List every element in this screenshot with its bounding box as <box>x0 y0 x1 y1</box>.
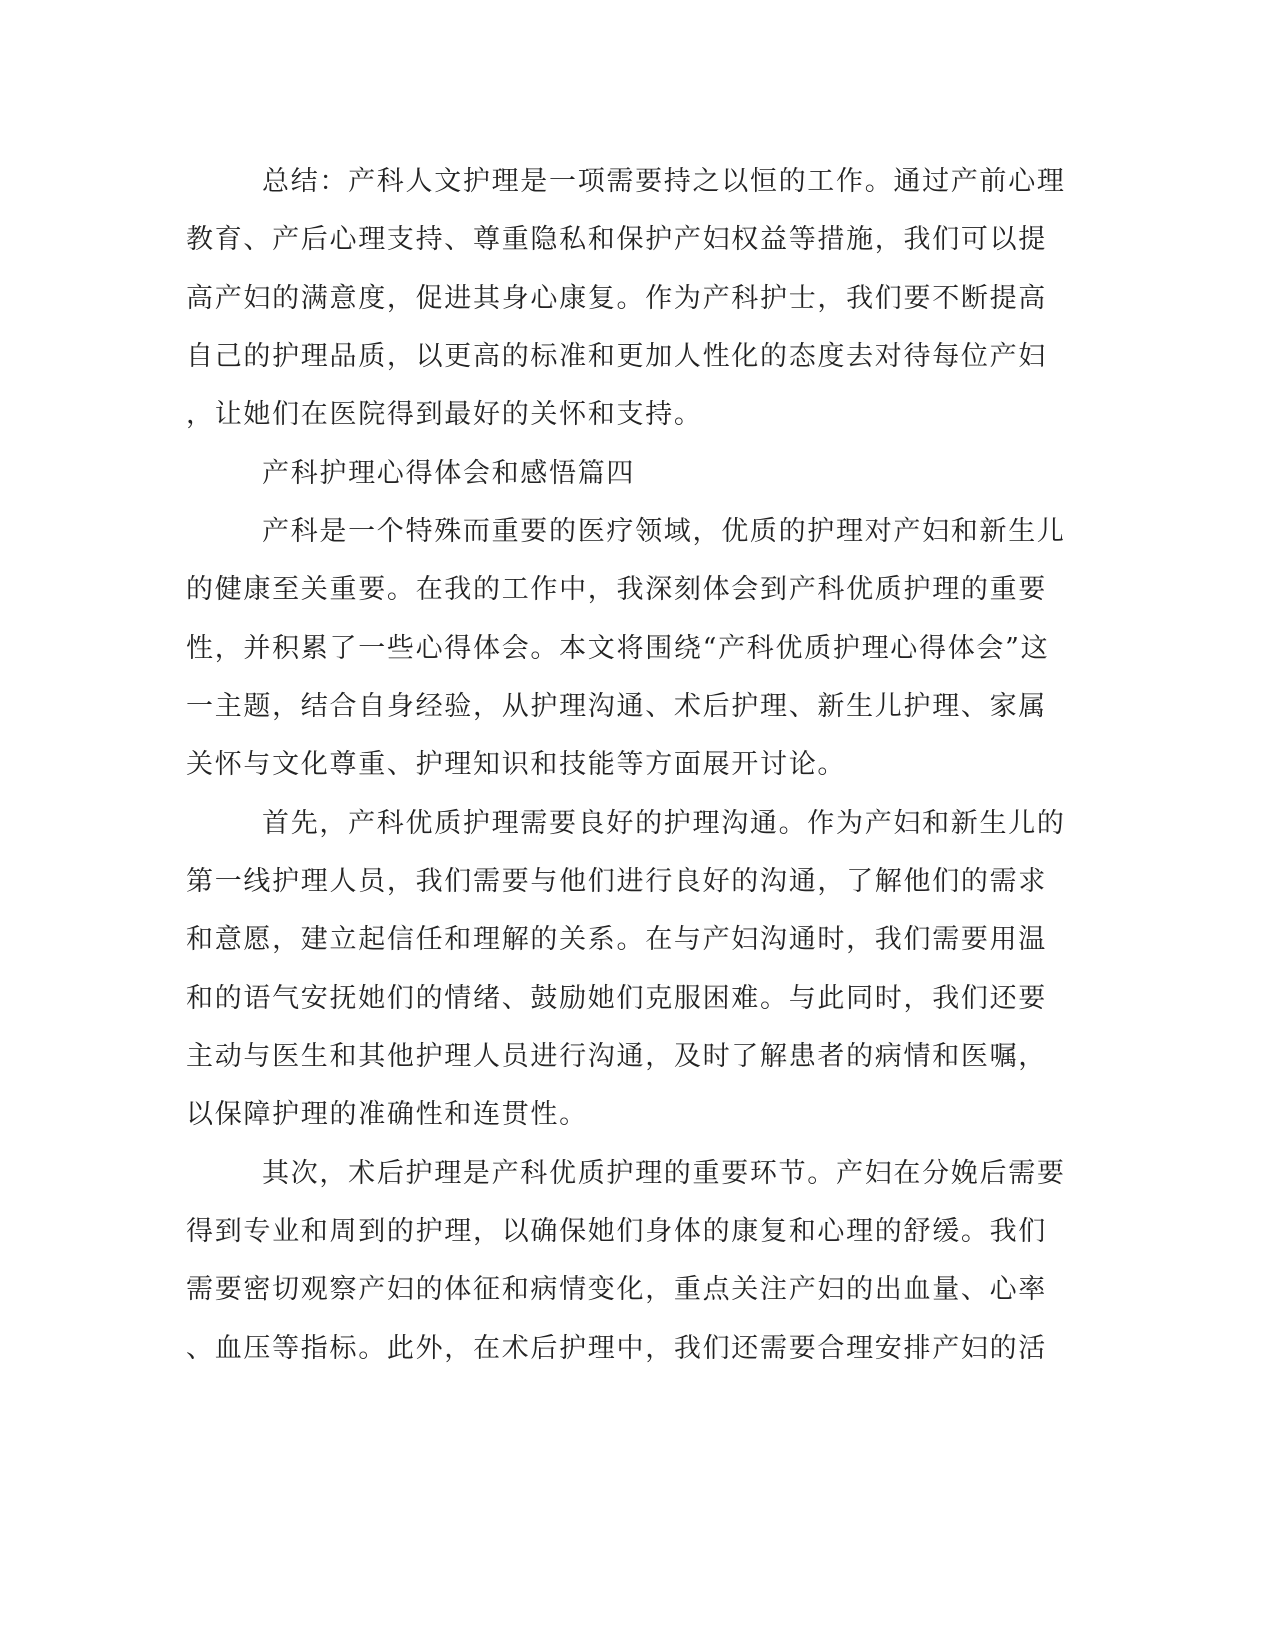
section-heading: 产科护理心得体会和感悟篇四 <box>262 458 636 489</box>
text-line: 和意愿，建立起信任和理解的关系。在与产妇沟通时，我们需要用温 <box>186 924 1047 955</box>
text-line: 需要密切观察产妇的体征和病情变化，重点关注产妇的出血量、心率 <box>186 1274 1047 1305</box>
text-line: ，让她们在医院得到最好的关怀和支持。 <box>186 399 703 430</box>
text-line: 自己的护理品质，以更高的标准和更加人性化的态度去对待每位产妇 <box>186 341 1047 372</box>
text-line: 的健康至关重要。在我的工作中，我深刻体会到产科优质护理的重要 <box>186 574 1047 605</box>
text-line: 、血压等指标。此外，在术后护理中，我们还需要合理安排产妇的活 <box>186 1333 1047 1364</box>
text-line: 高产妇的满意度，促进其身心康复。作为产科护士，我们要不断提高 <box>186 283 1047 314</box>
text-line: 关怀与文化尊重、护理知识和技能等方面展开讨论。 <box>186 749 847 780</box>
text-line: 得到专业和周到的护理，以确保她们身体的康复和心理的舒缓。我们 <box>186 1216 1047 1247</box>
text-line: 一主题，结合自身经验，从护理沟通、术后护理、新生儿护理、家属 <box>186 691 1047 722</box>
text-line: 总结：产科人文护理是一项需要持之以恒的工作。通过产前心理 <box>262 166 1066 197</box>
text-line: 主动与医生和其他护理人员进行沟通，及时了解患者的病情和医嘱， <box>186 1041 1047 1072</box>
text-line: 以保障护理的准确性和连贯性。 <box>186 1099 588 1130</box>
text-line: 产科是一个特殊而重要的医疗领域，优质的护理对产妇和新生儿 <box>262 516 1066 547</box>
text-line: 教育、产后心理支持、尊重隐私和保护产妇权益等措施，我们可以提 <box>186 224 1047 255</box>
text-line: 首先，产科优质护理需要良好的护理沟通。作为产妇和新生儿的 <box>262 808 1066 839</box>
text-line: 性，并积累了一些心得体会。本文将围绕“产科优质护理心得体会”这 <box>186 633 1050 664</box>
text-line: 第一线护理人员，我们需要与他们进行良好的沟通，了解他们的需求 <box>186 866 1047 897</box>
text-line: 和的语气安抚她们的情绪、鼓励她们克服困难。与此同时，我们还要 <box>186 983 1047 1014</box>
text-line: 其次，术后护理是产科优质护理的重要环节。产妇在分娩后需要 <box>262 1158 1066 1189</box>
